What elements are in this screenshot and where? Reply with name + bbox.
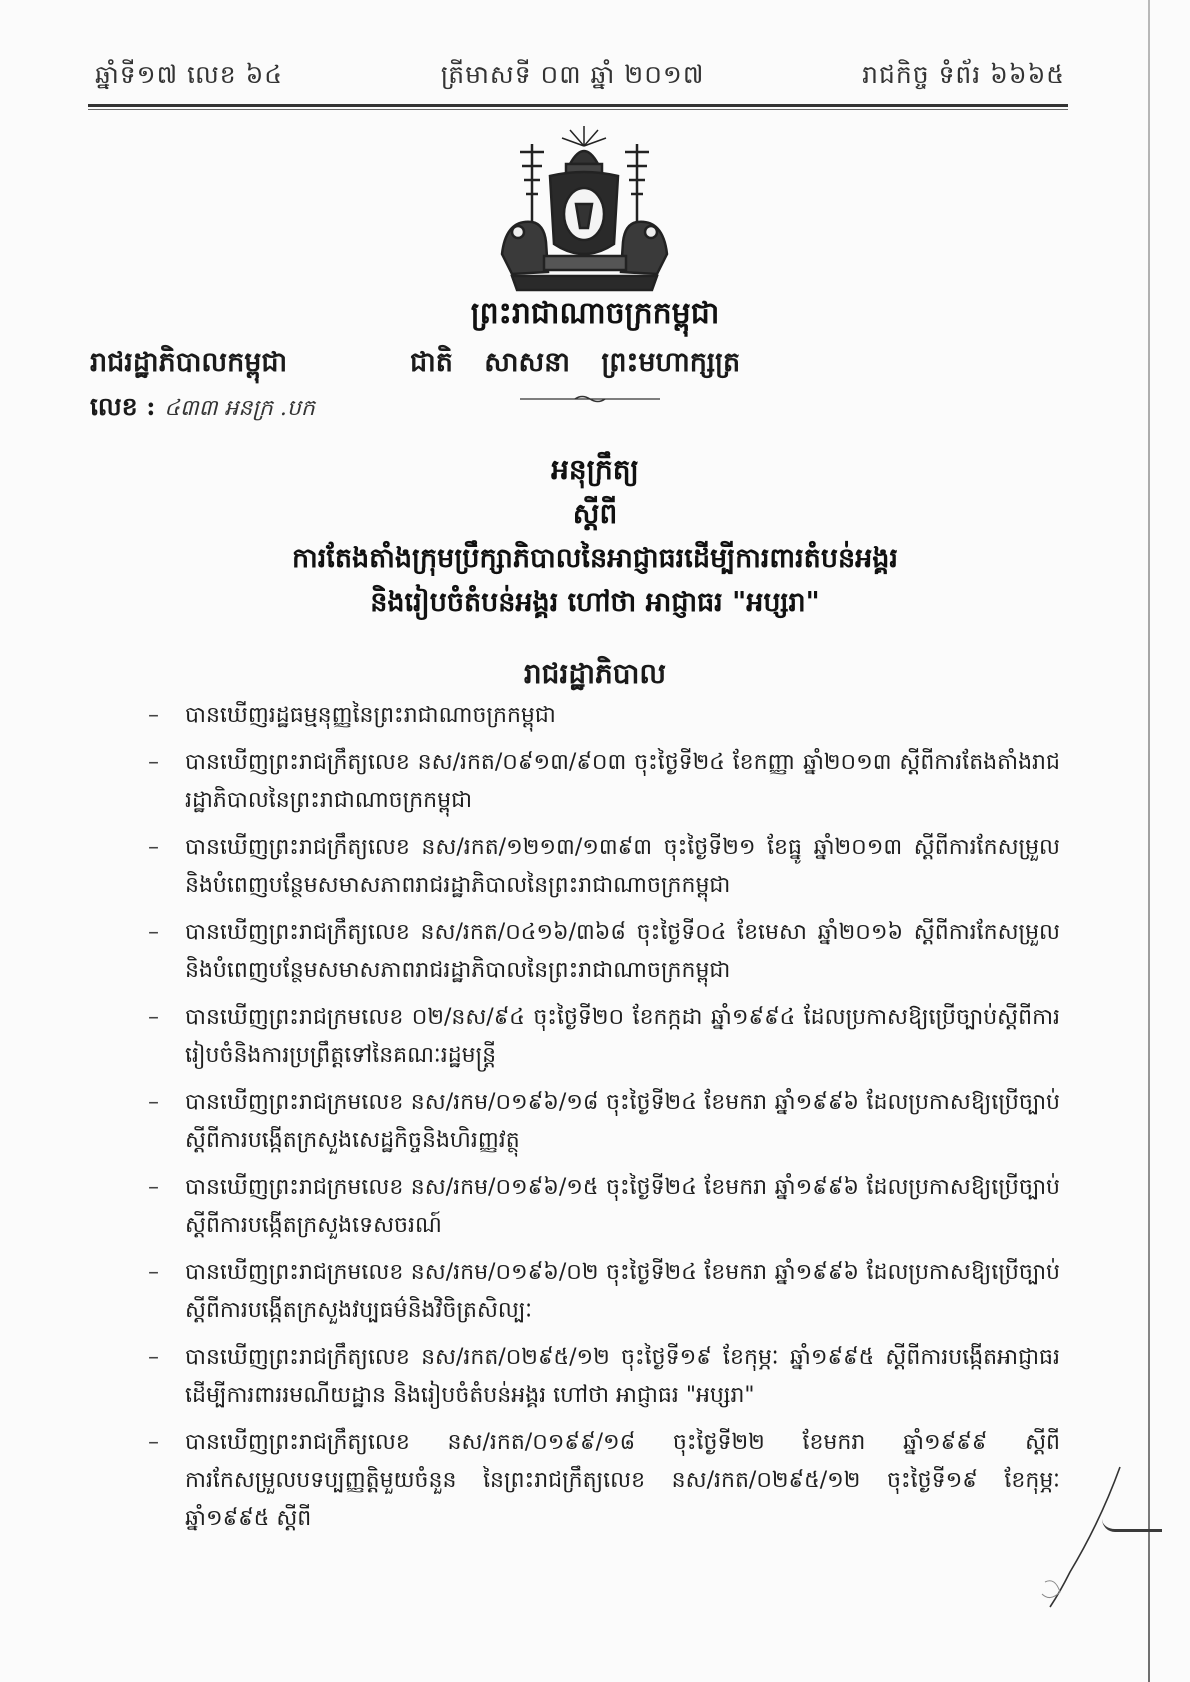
decree-title-subject-2: និងរៀបចំតំបន់អង្គរ ហៅថា អាជ្ញាធរ "អប្សរា" xyxy=(370,587,820,618)
bullet-dash-icon: – xyxy=(148,1090,159,1115)
legal-basis-list xyxy=(148,697,1060,1547)
gazette-page-number: រាជកិច្ច ទំព័រ ៦៦៦៥ xyxy=(862,60,1065,89)
gazette-header xyxy=(95,62,1065,96)
decree-title xyxy=(0,452,1190,630)
kingdom-name: ព្រះរាជាណាចក្រកម្ពុជា xyxy=(470,296,720,331)
list-item-text: បានឃើញព្រះរាជក្រឹត្យលេខ នស/រកត/០៤១៦/៣៦៨ ចុះថ្ងៃទី០៤ ខែមេសា ឆ្នាំ២០១៦ ស្តីពីការកែសម្រួល និងបំពេញបន្ថែមសមាសភាពរាជរដ្ឋាភិបាលនៃព្រះរាជាណាចក្រកម្ពុជា xyxy=(185,920,1060,983)
page-edge-line xyxy=(1148,0,1150,1682)
list-item-text: បានឃើញព្រះរាជក្រឹត្យលេខ នស/រកត/០៩១៣/៩០៣ ចុះថ្ងៃទី២៤ ខែកញ្ញា ឆ្នាំ២០១៣ ស្តីពីការតែងតាំងរាជរដ្ឋាភិបាលនៃព្រះរាជាណាចក្រកម្ពុជា xyxy=(185,750,1060,813)
header-rule-thin xyxy=(88,109,1068,110)
list-item-text: បានឃើញព្រះរាជក្រឹត្យលេខ នស/រកត/១២១៣/១៣៩៣ ចុះថ្ងៃទី២១ ខែធ្នូ ឆ្នាំ២០១៣ ស្តីពីការកែសម្រួល និងបំពេញបន្ថែមសមាសភាពរាជរដ្ឋាភិបាលនៃព្រះរាជាណាចក្រកម្ពុជា xyxy=(185,835,1060,898)
list-item xyxy=(148,697,1060,735)
document-number-label: លេខ : xyxy=(90,392,156,421)
initial-mark-icon xyxy=(1020,1462,1130,1612)
bullet-dash-icon: – xyxy=(148,835,159,860)
gazette-year-issue: ឆ្នាំទី១៧ លេខ ៦៤ xyxy=(95,60,284,89)
list-item xyxy=(148,1254,1060,1330)
bullet-dash-icon: – xyxy=(148,1345,159,1370)
list-item-text: បានឃើញព្រះរាជក្រមលេខ នស/រកម/០១៩៦/១៥ ចុះថ្ងៃទី២៤ ខែមករា ឆ្នាំ១៩៩៦ ដែលប្រកាសឱ្យប្រើច្បាប់ស្តីពីការបង្កើតក្រសួងទេសចរណ៍ xyxy=(185,1175,1060,1238)
bullet-dash-icon: – xyxy=(148,1175,159,1200)
list-item xyxy=(148,1424,1060,1538)
royal-arms-emblem-icon xyxy=(492,124,677,294)
list-item-text: បានឃើញព្រះរាជក្រឹត្យលេខ នស/រកត/០២៩៥/១២ ចុះថ្ងៃទី១៩ ខែកុម្ភៈ ឆ្នាំ១៩៩៥ ស្តីពីការបង្កើតអាជ្ញាធរ ដើម្បីការពាររមណីយដ្ឋាន និងរៀបចំតំបន់អង្គរ ហៅថា អាជ្ញាធរ "អប្សរា" xyxy=(185,1345,1060,1408)
list-item-text: បានឃើញព្រះរាជក្រមលេខ នស/រកម/០១៩៦/០២ ចុះថ្ងៃទី២៤ ខែមករា ឆ្នាំ១៩៩៦ ដែលប្រកាសឱ្យប្រើច្បាប់ស្តីពីការបង្កើតក្រសួងវប្បធម៌និងវិចិត្រសិល្បៈ xyxy=(185,1260,1060,1323)
list-item xyxy=(148,1084,1060,1160)
list-item-text: បានឃើញព្រះរាជក្រឹត្យលេខ នស/រកត/០១៩៩/១៨ ចុះថ្ងៃទី២២ ខែមករា ឆ្នាំ១៩៩៩ ស្តីពីការកែសម្រួលបទប្បញ្ញត្តិមួយចំនួន នៃព្រះរាជក្រឹត្យលេខ នស/រកត/០២៩៥/១២ ចុះថ្ងៃទី១៩ ខែកុម្ភៈ ឆ្នាំ១៩៩៥ ស្តីពី xyxy=(185,1430,1060,1531)
bullet-dash-icon: – xyxy=(148,1005,159,1030)
motto-ornament-icon xyxy=(520,394,660,404)
header-rule xyxy=(88,104,1068,107)
list-item xyxy=(148,1169,1060,1245)
bullet-dash-icon: – xyxy=(148,703,159,728)
gazette-quarter: ត្រីមាសទី ០៣ ឆ្នាំ ២០១៧ xyxy=(440,60,705,89)
bullet-dash-icon: – xyxy=(148,750,159,775)
list-item-text: បានឃើញរដ្ឋធម្មនុញ្ញនៃព្រះរាជាណាចក្រកម្ពុជា xyxy=(185,703,556,728)
bullet-dash-icon: – xyxy=(148,920,159,945)
list-item xyxy=(148,1339,1060,1415)
list-item-text: បានឃើញព្រះរាជក្រមលេខ នស/រកម/០១៩៦/១៨ ចុះថ្ងៃទី២៤ ខែមករា ឆ្នាំ១៩៩៦ ដែលប្រកាសឱ្យប្រើច្បាប់ស្តីពីការបង្កើតក្រសួងសេដ្ឋកិច្ចនិងហិរញ្ញវត្ថុ xyxy=(185,1090,1060,1153)
bullet-dash-icon: – xyxy=(148,1260,159,1285)
government-name: រាជរដ្ឋាភិបាលកម្ពុជា xyxy=(90,347,288,378)
document-number xyxy=(90,392,315,428)
list-item xyxy=(148,829,1060,905)
decree-title-subject-1: ការតែងតាំងក្រុមប្រឹក្សាភិបាលនៃអាជ្ញាធរដើម្បីការពារតំបន់អង្គរ xyxy=(292,543,898,574)
bullet-dash-icon: – xyxy=(148,1430,159,1455)
list-item xyxy=(148,999,1060,1075)
national-motto: ជាតិ សាសនា ព្រះមហាក្សត្រ xyxy=(410,347,741,378)
list-item xyxy=(148,744,1060,820)
list-item xyxy=(148,914,1060,990)
decree-title-type: អនុក្រឹត្យ xyxy=(551,453,639,486)
document-number-value: ៤៣៣ អនក្រ .បក xyxy=(164,396,315,421)
list-item-text: បានឃើញព្រះរាជក្រមលេខ ០២/នស/៩៤ ចុះថ្ងៃទី២០ ខែកក្កដា ឆ្នាំ១៩៩៤ ដែលប្រកាសឱ្យប្រើច្បាប់ស្តីពីការរៀបចំនិងការប្រព្រឹត្តទៅនៃគណៈរដ្ឋមន្ត្រី xyxy=(185,1005,1060,1068)
government-heading: រាជរដ្ឋាភិបាល xyxy=(523,657,667,690)
decree-title-on: ស្តីពី xyxy=(572,497,618,530)
